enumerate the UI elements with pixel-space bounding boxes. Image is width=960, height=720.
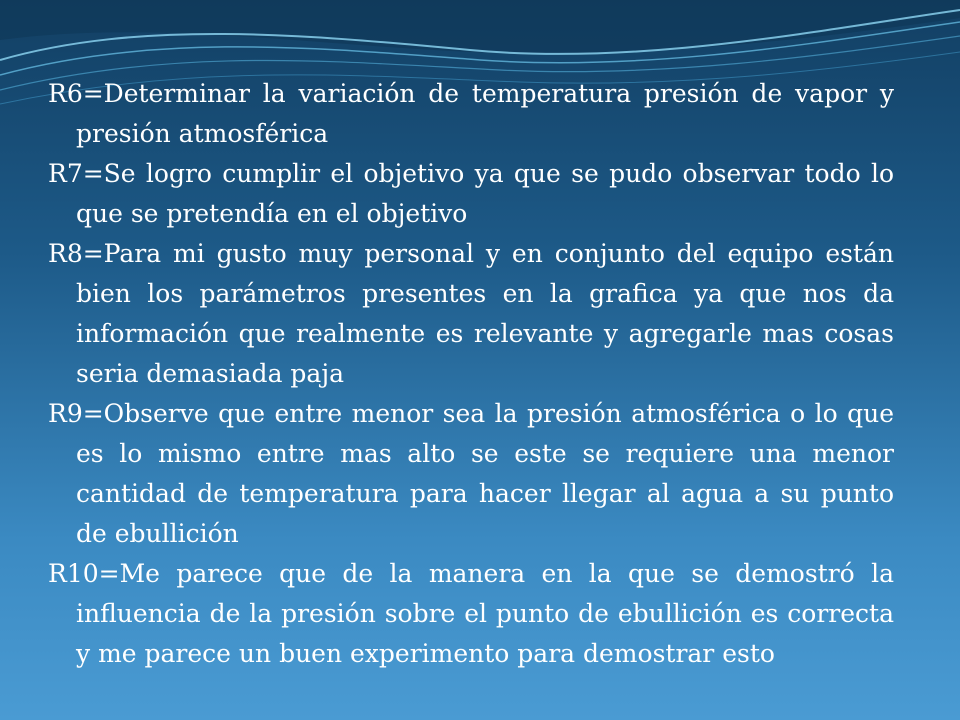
response-r7: R7=Se logro cumplir el objetivo ya que se pudo observar todo lo que se pretendía en el objetivo (48, 159, 894, 228)
slide-body (48, 74, 894, 674)
wave-band (0, 0, 960, 54)
response-r9: R9=Observe que entre menor sea la presión atmosférica o lo que es lo mismo entre mas alto se este se requiere una menor cantidad de temperatura para hacer llegar al agua a su punto de ebullición (48, 399, 894, 548)
response-r6: R6=Determinar la variación de temperatura presión de vapor y presión atmosférica (48, 79, 894, 148)
response-r10: R10=Me parece que de la manera en la que se demostró la influencia de la presión sobre el punto de ebullición es correcta y me parece un buen experimento para demostrar esto (48, 559, 894, 668)
response-r8: R8=Para mi gusto muy personal y en conjunto del equipo están bien los parámetros presentes en la grafica ya que nos da información que realmente es relevante y agregarle mas cosas seria demasiada paja (48, 239, 894, 388)
